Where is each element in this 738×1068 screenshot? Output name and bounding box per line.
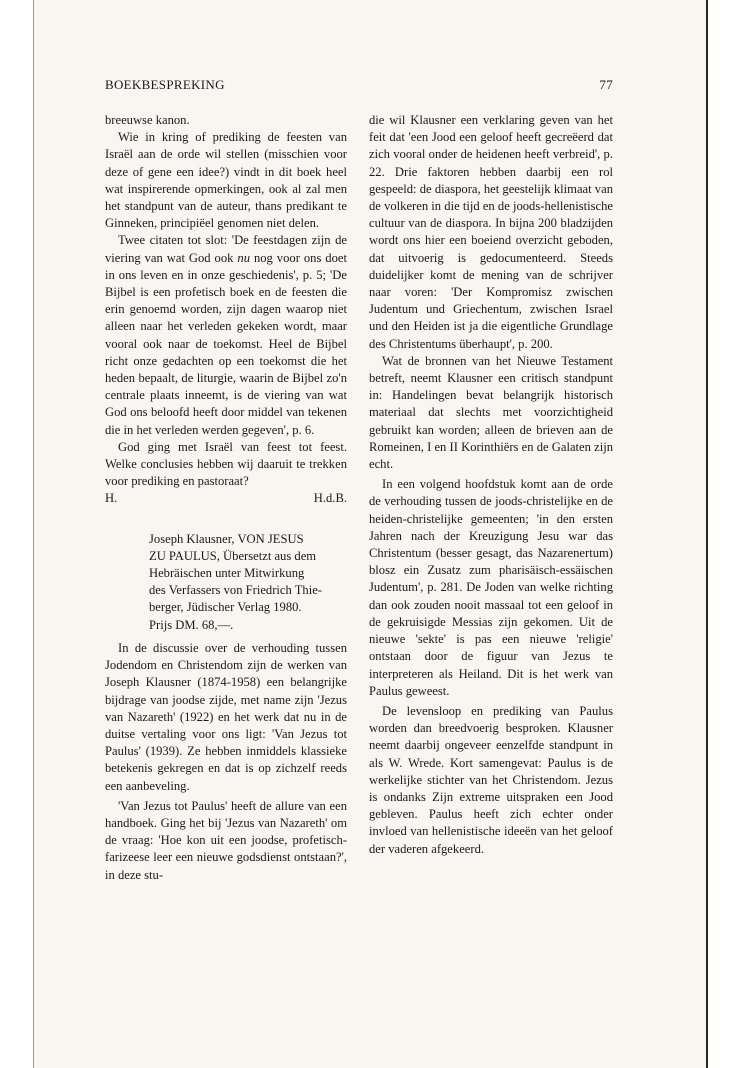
signature-initial: H. <box>105 491 118 506</box>
emphasis: nu <box>237 250 250 265</box>
reviewer-signature <box>105 490 347 507</box>
paragraph: God ging met Israël van feest tot feest. Welke conclusies hebben wij daaruit te trekken voor prediking en pastoraat? <box>105 439 347 489</box>
paragraph-text: Twee citaten tot slot: 'De feestdagen zijn de viering van wat God ook <box>105 233 347 265</box>
citation-line: ZU PAULUS, Übersetzt aus dem <box>149 548 317 563</box>
paragraph: die wil Klausner een verklaring geven van het feit dat 'een Jood een geloof heeft gecreëerd dat zich vooral onder de heidenen heeft verbreid', p. 22. Drie faktoren hebben daarbij een rol gespeeld: de diaspora, het geestelijk klimaat van de volkeren in die tijd en de joods-hellenistische cultuur van de diaspora. In bijna 200 bladzijden wordt ons hier een boeiend overzicht geboden, dat uitvoerig is gedocumenteerd. Steeds duidelijker komt de mening van de schrijver naar voren: 'Der Kompromisz zwischen Judentum und Griechentum, zwischen Israel und den Heiden ist ja die eigentliche Grundlage des Christentums überhaupt', p. 200. <box>369 113 613 351</box>
page-header <box>105 77 613 97</box>
paragraph: In de discussie over de verhouding tussen Jodendom en Christendom zijn de werken van Joseph Klausner (1874-1958) een belangrijke bijdrage van joodse zijde, met name zijn 'Jezus van Nazareth' (1922) en het werk dat nu in de duitse vertaling voor ons ligt: 'Van Jezus tot Paulus' (1939). Ze hebben inmiddels klassieke betekenis gekregen en dat is op zichzelf reeds een aanbeveling. <box>105 640 347 793</box>
paragraph: In een volgend hoofdstuk komt aan de orde de verhouding tussen de joods-christelijke en de heiden-christelijke gemeenten; 'in den ersten Jahren nach der Kreuzigung Jesu war das Christentum (besser gesagt, das Nazarenertum) blosz ein Zusatz zum pharisäisch-essäischen Judentum', p. 281. De Joden van welke richting dan ook zouden nooit massaal tot een geloof in de gekruisigde Messias zijn gekomen. Uit de nieuwe 'sekte' is pas een nieuwe 'religie' ontstaan door de figuur van Jezus te interpreteren als Heiland. Dit is het werk van Paulus geweest. <box>369 477 613 698</box>
page-number: 77 <box>599 77 613 92</box>
book-citation <box>149 531 347 634</box>
running-title: BOEKBESPREKING <box>105 77 225 92</box>
paragraph-text: nog voor ons doet in ons leven en in onze geschiedenis', p. 5; 'De Bijbel is een profetisch boek en de feesten die erin genoemd worden, zijn dagen waarop niet alleen naar het verleden gekeken wordt, maar vooral ook naar de toekomst. Heel de Bijbel richt onze gedachten op een toekomst die het heden bepaalt, de liturgie, waarin de Bijbel zo'n centrale plaats inneemt, is de viering van wat God ons beloofd heeft door middel van tekenen die in het verleden werden gegeven', p. 6. <box>105 250 347 437</box>
paragraph <box>105 232 347 438</box>
citation-line: berger, Jüdischer Verlag 1980. <box>149 600 302 615</box>
citation-line: Joseph Klausner, VON JESUS <box>149 531 304 546</box>
paragraph: Wat de bronnen van het Nieuwe Testament betreft, neemt Klausner een critisch standpunt in: Handelingen bevat belangrijk historisch materiaal dat slechts met voorzichtigheid gebruikt kan worden; alleen de brieven aan de Romeinen, I en II Korinthiërs en de Galaten zijn echt. <box>369 353 613 472</box>
paragraph: Wie in kring of prediking de feesten van Israël aan de orde wil stellen (misschien voor deze of gene een idee?) vindt in dit boek heel wat inspirerende opmerkingen, ook al zal men het standpunt van de auteur, thans predikant te Ginneken, principiëel genomen niet delen. <box>105 130 347 231</box>
right-column <box>369 112 613 858</box>
paragraph: De levensloop en prediking van Paulus worden dan breedvoerig besproken. Klausner neemt daarbij ongeveer eenzelfde standpunt in als W. Wrede. Kort samengevat: Paulus is de werkelijke stichter van het Christendom. Jezus is ondanks Zijn extreme uitspraken een Jood gebleven. Paulus heeft zich echter onder invloed van hellenistische ideeën van het geloof der vaderen afgekeerd. <box>369 703 613 856</box>
left-column <box>105 112 347 884</box>
signature-name: H.d.B. <box>313 491 347 506</box>
citation-line: Prijs DM. 68,—. <box>149 617 234 632</box>
citation-line: des Verfassers von Friedrich Thie- <box>149 583 323 598</box>
paragraph: 'Van Jezus tot Paulus' heeft de allure van een handboek. Ging het bij 'Jezus van Nazareth' om de vraag: 'Hoe kon uit een joodse, profetisch-farizeese leer een nieuwe godsdienst ontstaan?', in deze stu- <box>105 798 347 882</box>
citation-line: Hebräischen unter Mitwirkung <box>149 566 305 581</box>
paragraph: breeuwse kanon. <box>105 113 190 127</box>
